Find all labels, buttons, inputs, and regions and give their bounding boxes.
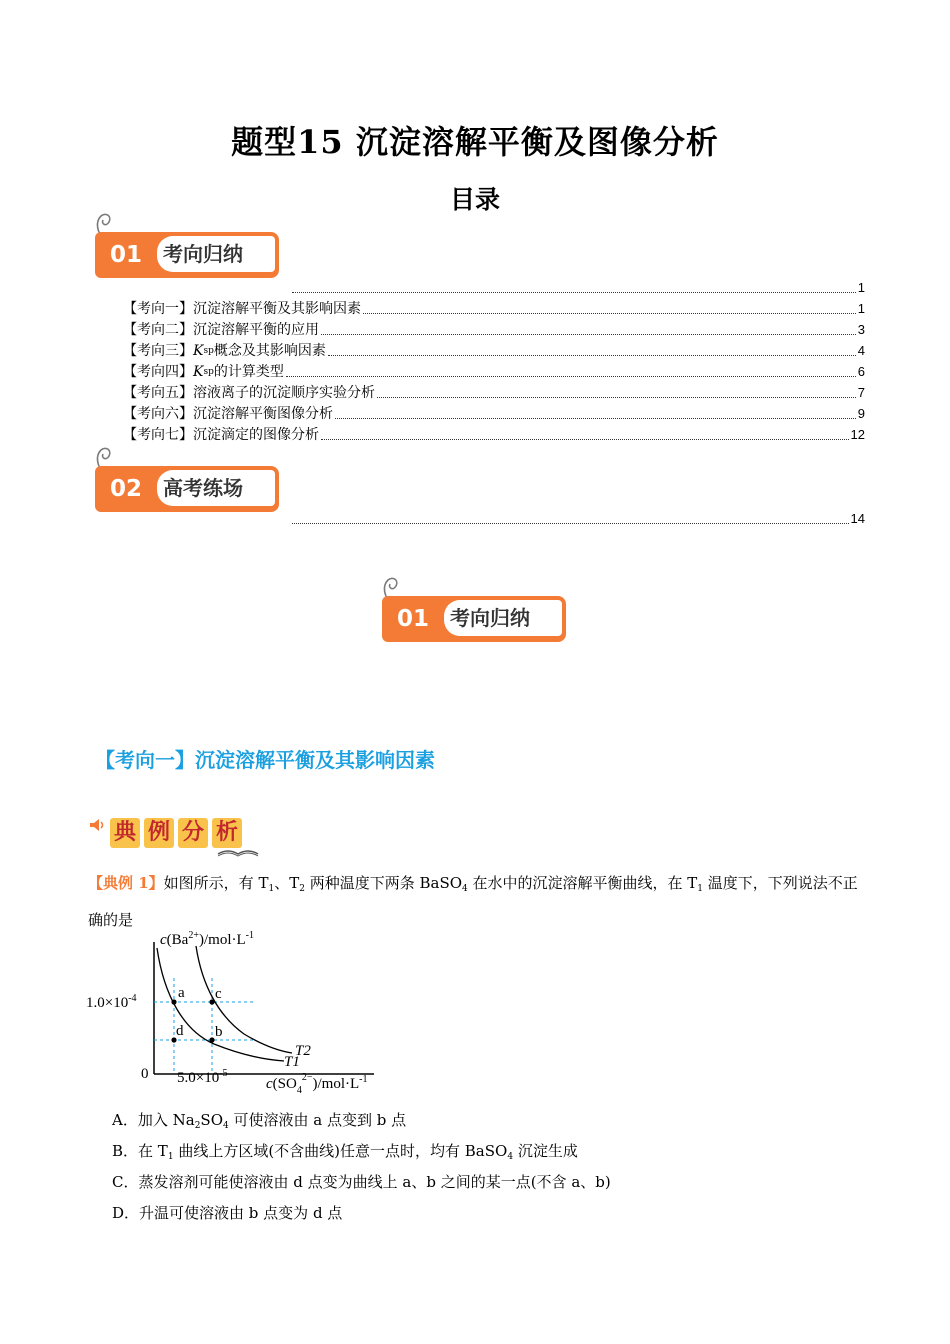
toc-page: 4 (857, 343, 865, 358)
page-title: 题型15 沉淀溶解平衡及图像分析 (231, 123, 719, 161)
badge-label: 高考练场 (157, 470, 275, 506)
toc-heading: 目录 (449, 185, 500, 214)
toc-entry-7[interactable] (123, 426, 865, 444)
option-text: 可使溶液由 a 点变到 b 点 (228, 1111, 407, 1129)
option-text: 曲线上方区域(不含曲线)任意一点时，均有 BaSO (173, 1142, 508, 1160)
series-label-t2: T2 (295, 1043, 311, 1059)
banner-char: 分 (178, 818, 208, 848)
toc-entry-6[interactable] (123, 405, 865, 423)
book-icon (216, 846, 260, 858)
point-c (209, 999, 214, 1004)
option-c[interactable] (112, 1171, 611, 1193)
solubility-chart (84, 926, 394, 1096)
toc-entry-5[interactable] (123, 384, 865, 402)
toc-label-prefix: 【考向三】 (123, 343, 193, 359)
q-text: 两种温度下两条 BaSO (304, 874, 463, 892)
option-a[interactable] (112, 1109, 406, 1137)
q-text: 、T (274, 874, 300, 892)
toc-page: 9 (857, 406, 865, 421)
toc-page: 7 (857, 385, 865, 400)
banner-char: 析 (212, 818, 242, 848)
option-sub: 2 (194, 1121, 201, 1131)
label-d: d (176, 1023, 184, 1039)
point-a (171, 999, 176, 1004)
option-d[interactable] (112, 1202, 342, 1224)
toc-entry-1[interactable] (123, 300, 865, 318)
option-letter: A． (112, 1111, 138, 1129)
option-sub: 4 (223, 1121, 229, 1131)
q-sub: 4 (462, 884, 468, 894)
label-b: b (215, 1024, 223, 1040)
toc-entry-badge2[interactable] (290, 510, 865, 528)
banner-char: 典 (110, 818, 140, 848)
toc-entry-badge1[interactable] (290, 279, 865, 297)
toc-page: 1 (857, 280, 865, 295)
point-b (209, 1037, 214, 1042)
q-text: 温度下，下列说法不正确的是 (88, 874, 858, 929)
section-badge-01 (382, 582, 577, 642)
ksp-subscript: sp (203, 367, 214, 377)
origin-label: 0 (141, 1066, 149, 1082)
toc-label: 【考向五】溶液离子的沉淀顺序实验分析 (123, 385, 375, 401)
toc-page: 12 (850, 427, 865, 442)
toc-label-rest: 概念及其影响因素 (213, 343, 326, 359)
y-axis-label: $c(Ba^{2+})/mol\cdot L^{-1}$ (160, 930, 254, 948)
q-text: 在水中的沉淀溶解平衡曲线，在 T (467, 874, 698, 892)
option-text: 沉淀生成 (513, 1142, 578, 1160)
label-c: c (215, 986, 222, 1002)
option-text: 加入 Na (137, 1111, 195, 1129)
y-tick-label: $1.0\times 10^{-4}$ (86, 993, 137, 1011)
option-sub: 1 (167, 1152, 174, 1162)
option-letter: C． (112, 1173, 139, 1191)
ksp-symbol: K (193, 364, 204, 380)
toc-page: 6 (857, 364, 865, 379)
toc-label: 【考向六】沉淀溶解平衡图像分析 (123, 406, 333, 422)
badge-number: 02 (95, 466, 157, 512)
toc-badge-01[interactable] (95, 218, 290, 278)
option-text: SO (200, 1111, 223, 1129)
ksp-symbol: K (193, 343, 204, 359)
label-a: a (178, 985, 185, 1001)
option-b[interactable] (112, 1140, 578, 1168)
q-sub: 1 (697, 884, 704, 894)
badge-number: 01 (382, 596, 444, 642)
toc-page: 3 (857, 322, 865, 337)
option-letter: B． (112, 1142, 139, 1160)
x-tick-label: $5.0\times 10^{-5}$ (177, 1068, 228, 1086)
toc-badge-02[interactable] (95, 452, 290, 512)
option-text: 升温可使溶液由 b 点变为 d 点 (139, 1204, 343, 1222)
toc-label: 【考向一】沉淀溶解平衡及其影响因素 (123, 301, 361, 317)
toc-label: 【考向七】沉淀滴定的图像分析 (123, 427, 319, 443)
banner-char: 例 (144, 818, 174, 848)
badge-number: 01 (95, 232, 157, 278)
q-text: 如图所示，有 T (163, 874, 269, 892)
toc-page: 1 (857, 301, 865, 316)
badge-label: 考向归纳 (444, 600, 562, 636)
option-text: 蒸发溶剂可能使溶液由 d 点变为曲线上 a、b 之间的某一点(不含 a、b) (138, 1173, 611, 1191)
x-axis-label: $c(SO_4^{2-})/mol\cdot L^{-1}$ (266, 1072, 368, 1096)
example-label: 【典例 1】 (88, 874, 164, 892)
toc-label-rest: 的计算类型 (213, 364, 284, 380)
toc-label: 【考向二】沉淀溶解平衡的应用 (123, 322, 319, 338)
speaker-icon (88, 816, 106, 834)
toc-entry-2[interactable] (123, 321, 865, 339)
badge-label: 考向归纳 (157, 236, 275, 272)
section-heading: 【考向一】沉淀溶解平衡及其影响因素 (95, 748, 435, 772)
toc-page: 14 (850, 511, 865, 526)
option-text: 在 T (138, 1142, 168, 1160)
toc-label-prefix: 【考向四】 (123, 364, 193, 380)
option-letter: D． (112, 1204, 140, 1222)
q-sub: 2 (299, 884, 305, 894)
toc-entry-3[interactable] (123, 342, 865, 360)
ksp-subscript: sp (203, 346, 214, 356)
option-sub: 4 (507, 1152, 514, 1162)
toc-entry-4[interactable] (123, 363, 865, 381)
series-label-t1: T1 (284, 1054, 300, 1070)
example-banner (88, 808, 258, 860)
q-sub: 1 (268, 884, 275, 894)
curve-t2 (196, 946, 292, 1053)
curve-t1 (157, 948, 284, 1061)
